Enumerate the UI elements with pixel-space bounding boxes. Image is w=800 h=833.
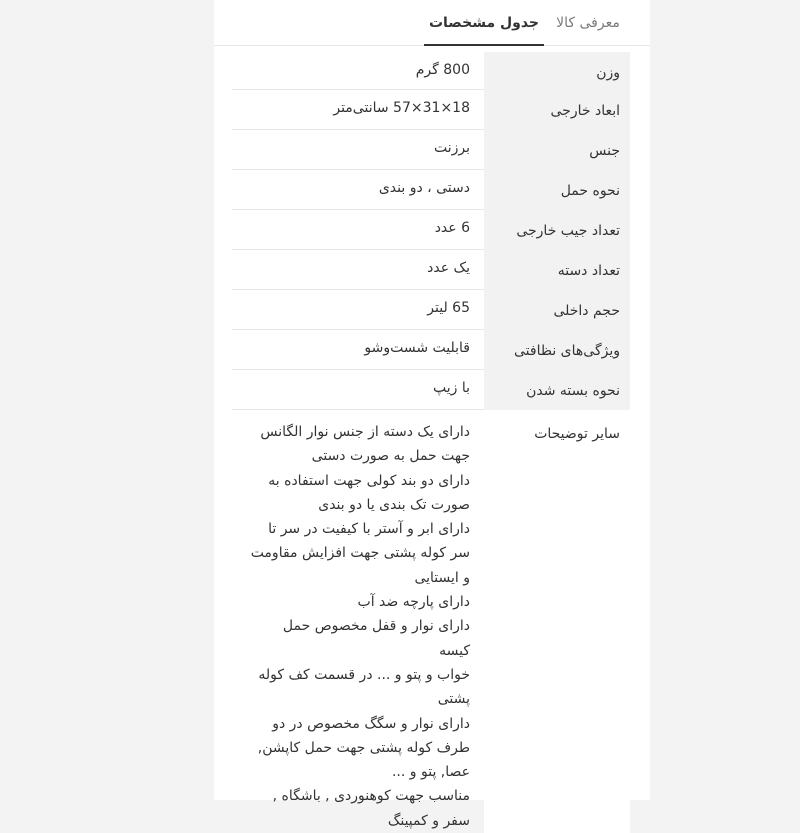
- spec-key: نحوه بسته شدن: [484, 370, 630, 410]
- spec-value: با زیپ: [232, 370, 484, 410]
- note-line: صورت تک بندی یا دو بندی: [318, 496, 470, 513]
- spec-key: ابعاد خارجی: [484, 90, 630, 130]
- note-line: سر کوله پشتی جهت افزایش مقاومت: [250, 545, 470, 562]
- spec-value: [232, 410, 484, 833]
- note-line: پشتی: [437, 691, 470, 708]
- note-line: دارای پارچه ضد آب: [357, 594, 470, 611]
- spec-key: تعداد جیب خارجی: [484, 210, 630, 250]
- note-line: دارای دو بند کولی جهت استفاده به: [268, 472, 470, 489]
- note-line: عصا, پتو و ...: [391, 764, 470, 781]
- spec-value: دستی ، دو بندی: [232, 170, 484, 210]
- spec-row-material: [232, 130, 630, 170]
- spec-key: حجم داخلی: [484, 290, 630, 330]
- spec-row-closure: [232, 370, 630, 410]
- note-line: دارای نوار و قفل مخصوص حمل کیسه: [282, 618, 470, 659]
- spec-value: یک عدد: [232, 250, 484, 290]
- note-line: سفر و کمپینگ: [387, 812, 470, 829]
- spec-row-outer-pockets: [232, 210, 630, 250]
- spec-key: سایر توضیحات: [484, 410, 630, 833]
- spec-value: برزنت: [232, 130, 484, 170]
- spec-row-dimensions: [232, 90, 630, 130]
- note-line: مناسب جهت کوهنوردی , باشگاه ,: [272, 788, 470, 805]
- active-tab-indicator: [424, 44, 544, 46]
- product-spec-card: [214, 0, 650, 829]
- spec-row-carry-method: [232, 170, 630, 210]
- note-line: و ایستایی: [414, 569, 470, 586]
- note-line: دارای نوار و سگگ مخصوص در دو: [272, 715, 470, 732]
- spec-key: نحوه حمل: [484, 170, 630, 210]
- spec-row-cleaning: [232, 330, 630, 370]
- note-line: خواب و پتو و ... در قسمت کف کوله: [258, 666, 470, 683]
- spec-key: ویژگی‌های نظافتی: [484, 330, 630, 370]
- spec-row-handles: [232, 250, 630, 290]
- spec-value: 65 لیتر: [232, 290, 484, 330]
- spec-key: تعداد دسته: [484, 250, 630, 290]
- note-line: طرف کوله پشتی جهت حمل کاپشن,: [257, 739, 470, 756]
- spec-value: 18×31×57 سانتی‌متر: [232, 90, 484, 130]
- spec-value: قابلیت شست‌وشو: [232, 330, 484, 370]
- other-notes-lines: [250, 420, 470, 833]
- spec-key: وزن: [484, 52, 630, 90]
- spec-row-weight: [232, 52, 630, 90]
- note-line: دارای ابر و آستر با کیفیت در سر تا: [268, 521, 470, 538]
- spec-row-volume: [232, 290, 630, 330]
- tab-specifications-label: جدول مشخصات: [428, 15, 540, 31]
- tab-product-intro[interactable]: معرفی کالا: [556, 15, 620, 31]
- note-line: جهت حمل به صورت دستی: [311, 448, 470, 465]
- spec-value: 6 عدد: [232, 210, 484, 250]
- tab-bar: [214, 0, 650, 46]
- spec-value: 800 گرم: [232, 52, 484, 90]
- tab-specifications[interactable]: [424, 0, 544, 45]
- spec-row-other-notes: [232, 410, 630, 833]
- note-line: دارای یک دسته از جنس نوار الگانس: [260, 424, 470, 440]
- spec-table: [232, 52, 630, 833]
- spec-key: جنس: [484, 130, 630, 170]
